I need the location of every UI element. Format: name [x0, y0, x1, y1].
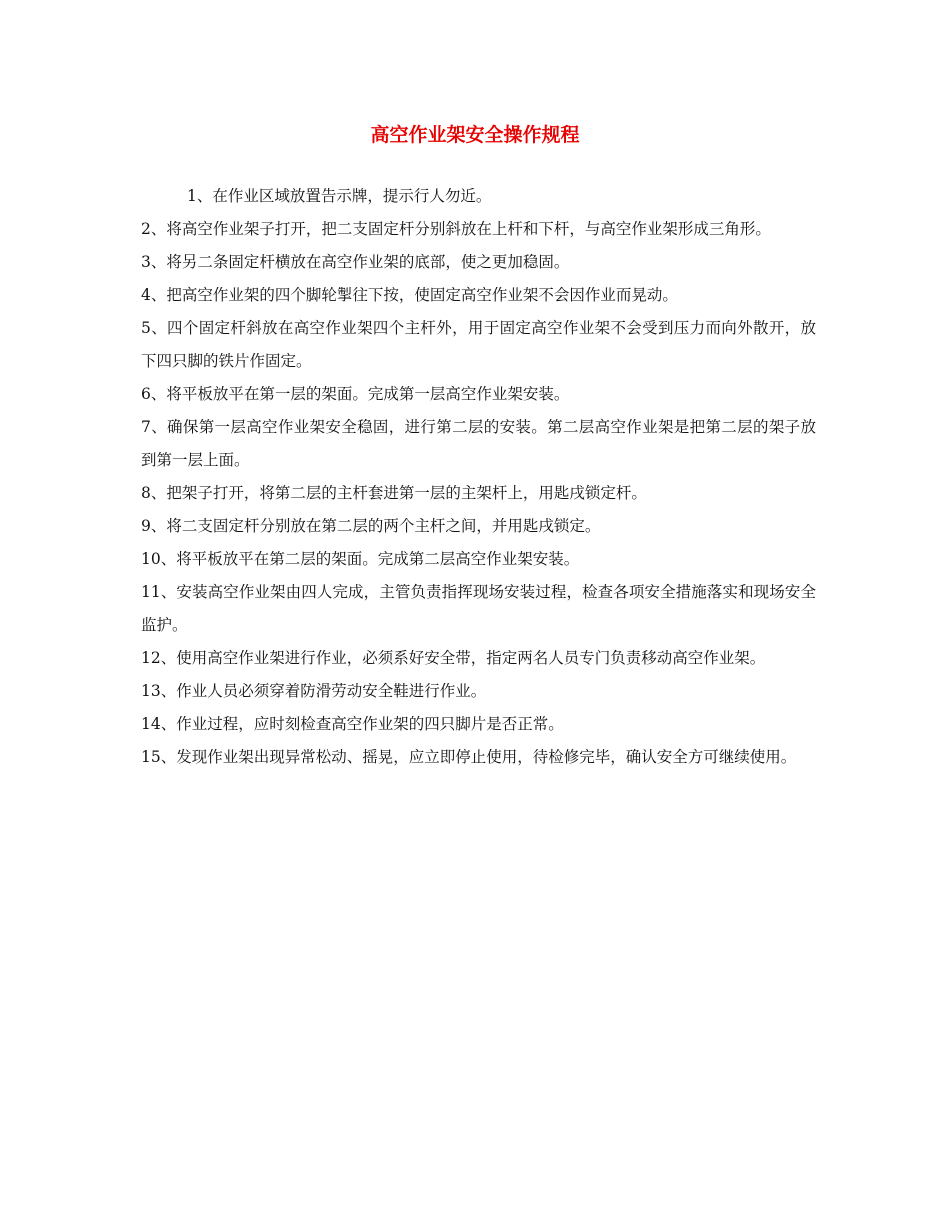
paragraph-8: 8、把架子打开，将第二层的主杆套进第一层的主架杆上，用匙戌锁定杆。	[141, 484, 647, 502]
paragraph-14: 14、作业过程，应时刻检查高空作业架的四只脚片是否正常。	[141, 715, 564, 733]
paragraph-10: 10、将平板放平在第二层的架面。完成第二层高空作业架安装。	[141, 550, 580, 568]
paragraph-12: 12、使用高空作业架进行作业，必须系好安全带，指定两名人员专门负责移动高空作业架。	[141, 649, 766, 667]
document-title: 高空作业架安全操作规程	[370, 124, 580, 146]
paragraph-7: 7、确保第一层高空作业架安全稳固，进行第二层的安装。第二层高空作业架是把第二层的架子放到第一层上面。	[141, 418, 816, 469]
paragraph-3: 3、将另二条固定杆横放在高空作业架的底部，使之更加稳固。	[141, 253, 570, 271]
paragraph-6: 6、将平板放平在第一层的架面。完成第一层高空作业架安装。	[141, 385, 570, 403]
paragraph-9: 9、将二支固定杆分别放在第二层的两个主杆之间，并用匙戌锁定。	[141, 517, 601, 535]
paragraph-2: 2、将高空作业架子打开，把二支固定杆分别斜放在上杆和下杆，与高空作业架形成三角形。	[141, 220, 771, 238]
paragraph-1: 1、在作业区域放置告示牌，提示行人勿近。	[187, 187, 492, 205]
document-body	[141, 180, 816, 774]
paragraph-5: 5、四个固定杆斜放在高空作业架四个主杆外，用于固定高空作业架不会受到压力而向外散开，放下四只脚的铁片作固定。	[141, 319, 816, 370]
paragraph-11: 11、安装高空作业架由四人完成，主管负责指挥现场安装过程，检查各项安全措施落实和现场安全监护。	[141, 583, 816, 634]
paragraph-4: 4、把高空作业架的四个脚轮掣往下按，使固定高空作业架不会因作业而晃动。	[141, 286, 678, 304]
paragraph-15: 15、发现作业架出现异常松动、摇晃，应立即停止使用，待检修完毕，确认安全方可继续使用。	[141, 748, 797, 766]
paragraph-13: 13、作业人员必须穿着防滑劳动安全鞋进行作业。	[141, 682, 487, 700]
